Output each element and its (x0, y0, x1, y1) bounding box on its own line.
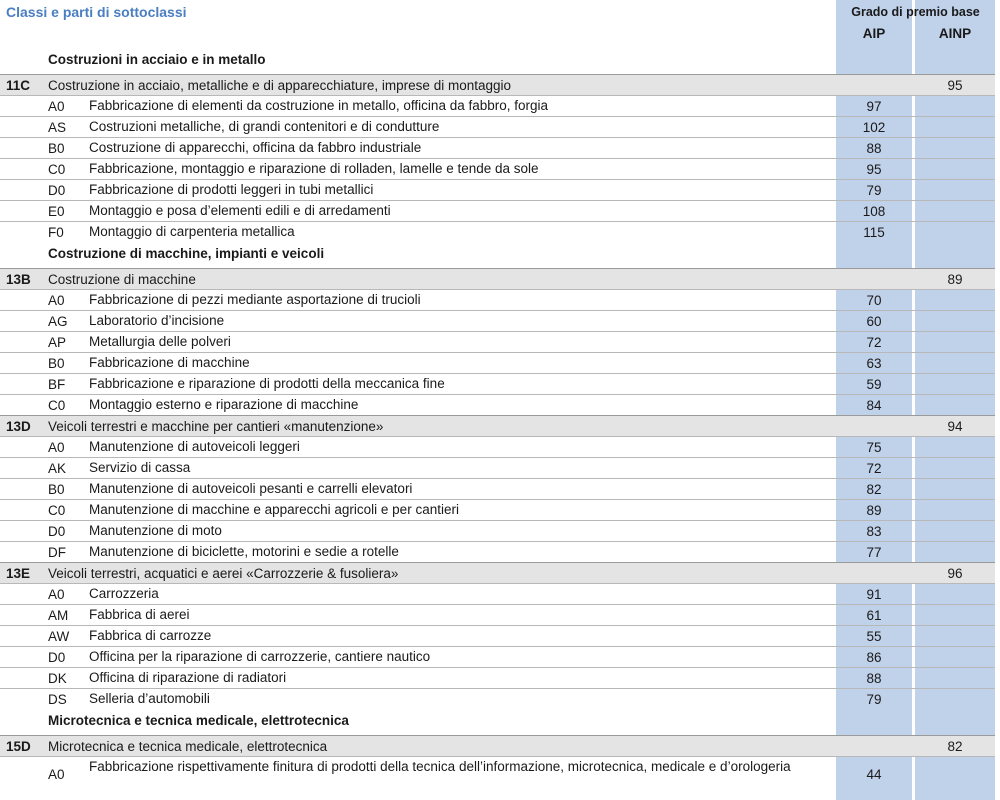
section-title: Costruzione di macchine, impianti e veicoli (48, 246, 325, 261)
class-aip-cell (836, 75, 912, 96)
aip-value: 77 (866, 545, 882, 560)
column-gutter (912, 222, 915, 243)
class-name: Costruzione di macchine (48, 272, 196, 287)
subclass-code: B0 (48, 482, 65, 497)
subclass-code: DK (48, 671, 67, 686)
subclass-row (0, 137, 995, 159)
subclass-row (0, 352, 995, 374)
subclass-code: DF (48, 545, 66, 560)
subclass-name: Fabbricazione di macchine (89, 355, 250, 370)
section-heading (0, 48, 995, 74)
subclass-code: A0 (48, 440, 65, 455)
aip-header: AIP (862, 26, 886, 41)
subclass-row (0, 646, 995, 668)
aip-value: 84 (866, 398, 882, 413)
subclass-row (0, 95, 995, 117)
section-heading (0, 242, 995, 268)
ainp-header: AINP (938, 26, 972, 41)
aip-value: 102 (862, 120, 886, 135)
subclass-row (0, 541, 995, 563)
subclass-name: Selleria d’automobili (89, 691, 210, 706)
column-gutter (912, 96, 915, 117)
class-row (0, 74, 995, 96)
subclass-name: Fabbricazione di prodotti leggeri in tubi metallici (89, 182, 374, 197)
column-gutter (912, 584, 915, 605)
aip-value: 75 (866, 440, 882, 455)
subclass-name: Fabbricazione di pezzi mediante asportazione di trucioli (89, 292, 421, 307)
section-title: Costruzioni in acciaio e in metallo (48, 52, 266, 67)
subclass-row (0, 583, 995, 605)
aip-value: 88 (866, 671, 882, 686)
subclass-name: Montaggio e posa d’elementi edili e di arredamenti (89, 203, 391, 218)
subclass-row (0, 373, 995, 395)
subclass-name: Manutenzione di moto (89, 523, 222, 538)
column-gutter (912, 757, 915, 791)
class-code: 13E (6, 566, 31, 581)
subclass-name: Laboratorio d’incisione (89, 313, 225, 328)
subclass-row (0, 331, 995, 353)
subclass-name: Fabbricazione e riparazione di prodotti della meccanica fine (89, 376, 445, 391)
subclass-code: AP (48, 335, 67, 350)
subclass-code: A0 (48, 587, 65, 602)
column-gutter (912, 542, 915, 563)
class-name: Veicoli terrestri e macchine per cantieri «manutenzione» (48, 419, 384, 434)
subclass-code: A0 (48, 99, 65, 114)
aip-value: 55 (866, 629, 882, 644)
subclass-code: AG (48, 314, 68, 329)
class-code: 13B (6, 272, 31, 287)
subclass-code: E0 (48, 204, 65, 219)
subclass-name: Costruzione di apparecchi, officina da fabbro industriale (89, 140, 422, 155)
class-aip-cell (836, 563, 912, 584)
aip-value: 91 (866, 587, 882, 602)
column-gutter (912, 332, 915, 353)
subclass-code: AK (48, 461, 67, 476)
class-name: Costruzione in acciaio, metalliche e di apparecchiature, imprese di montaggio (48, 78, 511, 93)
class-aip-cell (836, 416, 912, 437)
subclass-name: Costruzioni metalliche, di grandi contenitori e di condutture (89, 119, 440, 134)
aip-value: 95 (866, 162, 882, 177)
aip-value: 70 (866, 293, 882, 308)
column-gutter (912, 521, 915, 542)
subclass-row (0, 667, 995, 689)
subclass-code: C0 (48, 162, 66, 177)
subclass-code: A0 (48, 293, 65, 308)
subclass-code: D0 (48, 650, 66, 665)
subclass-code: AM (48, 608, 69, 623)
subclass-name: Servizio di cassa (89, 460, 191, 475)
subclass-row (0, 436, 995, 458)
subclass-code: D0 (48, 524, 66, 539)
subclass-code: AW (48, 629, 70, 644)
column-gutter (912, 626, 915, 647)
aip-value: 63 (866, 356, 882, 371)
subclass-row (0, 179, 995, 201)
column-gutter (912, 201, 915, 222)
column-gutter (912, 180, 915, 201)
column-gutter (912, 689, 915, 710)
subclass-name: Manutenzione di biciclette, motorini e sedie a rotelle (89, 544, 399, 559)
subclass-name: Manutenzione di autoveicoli pesanti e carrelli elevatori (89, 481, 413, 496)
aip-value: 86 (866, 650, 882, 665)
aip-value: 79 (866, 692, 882, 707)
column-gutter (912, 668, 915, 689)
subclass-name: Fabbrica di carrozze (89, 628, 212, 643)
class-ainp-value: 95 (915, 75, 995, 96)
class-code: 13D (6, 419, 31, 434)
subclass-name: Montaggio di carpenteria metallica (89, 224, 295, 239)
aip-value: 72 (866, 335, 882, 350)
table-title: Classi e parti di sottoclassi (6, 4, 187, 20)
aip-value: 79 (866, 183, 882, 198)
subclass-row (0, 478, 995, 500)
class-row (0, 268, 995, 290)
class-code: 11C (6, 78, 31, 93)
column-gutter (912, 500, 915, 521)
subclass-code: B0 (48, 356, 65, 371)
subclass-code: A0 (48, 767, 65, 782)
aip-value: 82 (866, 482, 882, 497)
aip-value: 88 (866, 141, 882, 156)
aip-value: 97 (866, 99, 882, 114)
column-gutter (912, 437, 915, 458)
subclass-name: Metallurgia delle polveri (89, 334, 231, 349)
class-ainp-value: 89 (915, 269, 995, 290)
subclass-code: D0 (48, 183, 66, 198)
subclass-row (0, 310, 995, 332)
class-name: Microtecnica e tecnica medicale, elettrotecnica (48, 739, 328, 754)
column-gutter (912, 311, 915, 332)
column-gutter (912, 458, 915, 479)
subclass-name: Fabbricazione rispettivamente finitura di prodotti della tecnica dell’informazione, microtecnica, medicale e d’orologeria (89, 759, 791, 774)
subclass-row (0, 604, 995, 626)
class-ainp-value: 82 (915, 736, 995, 757)
class-name: Veicoli terrestri, acquatici e aerei «Carrozzerie & fusoliera» (48, 566, 399, 581)
aip-value: 83 (866, 524, 882, 539)
section-title: Microtecnica e tecnica medicale, elettrotecnica (48, 713, 349, 728)
class-code: 15D (6, 739, 31, 754)
subclass-name: Fabbrica di aerei (89, 607, 190, 622)
class-aip-cell (836, 736, 912, 757)
subclass-name: Manutenzione di autoveicoli leggeri (89, 439, 300, 454)
aip-value: 108 (862, 204, 886, 219)
subclass-code: C0 (48, 398, 66, 413)
subclass-row (0, 394, 995, 416)
aip-value: 59 (866, 377, 882, 392)
subclass-name: Officina per la riparazione di carrozzerie, cantiere nautico (89, 649, 431, 664)
aip-value: 61 (866, 608, 882, 623)
subclass-name: Manutenzione di macchine e apparecchi agricoli e per cantieri (89, 502, 459, 517)
column-gutter (912, 117, 915, 138)
column-gutter (912, 159, 915, 180)
grado-header: Grado di premio base (851, 5, 980, 19)
subclass-code: AS (48, 120, 67, 135)
subclass-row (0, 499, 995, 521)
subclass-name: Montaggio esterno e riparazione di macchine (89, 397, 359, 412)
subclass-name: Fabbricazione di elementi da costruzione in metallo, officina da fabbro, forgia (89, 98, 549, 113)
column-gutter (912, 395, 915, 416)
class-ainp-value: 94 (915, 416, 995, 437)
subclass-row (0, 625, 995, 647)
subclass-row (0, 200, 995, 222)
column-gutter (912, 479, 915, 500)
subclass-row (0, 688, 995, 710)
aip-value: 60 (866, 314, 882, 329)
aip-value: 72 (866, 461, 882, 476)
subclass-row (0, 457, 995, 479)
subclass-code: B0 (48, 141, 65, 156)
subclass-row (0, 116, 995, 138)
aip-value: 44 (866, 767, 882, 782)
aip-value: 115 (863, 225, 885, 240)
subclass-code: DS (48, 692, 67, 707)
aip-value: 89 (866, 503, 882, 518)
class-ainp-value: 96 (915, 563, 995, 584)
subclass-row (0, 756, 995, 791)
class-row (0, 562, 995, 584)
column-gutter (912, 290, 915, 311)
subclass-row (0, 289, 995, 311)
column-gutter (912, 353, 915, 374)
column-gutter (912, 374, 915, 395)
subclass-row (0, 158, 995, 180)
subclass-name: Officina di riparazione di radiatori (89, 670, 287, 685)
subclass-row (0, 221, 995, 243)
subclass-code: BF (48, 377, 66, 392)
column-gutter (912, 138, 915, 159)
subclass-name: Carrozzeria (89, 586, 159, 601)
subclass-name: Fabbricazione, montaggio e riparazione di rolladen, lamelle e tende da sole (89, 161, 539, 176)
column-gutter (912, 605, 915, 626)
subclass-code: C0 (48, 503, 66, 518)
subclass-code: F0 (48, 225, 64, 240)
column-gutter (912, 647, 915, 668)
subclass-row (0, 520, 995, 542)
class-row (0, 415, 995, 437)
class-aip-cell (836, 269, 912, 290)
section-heading (0, 709, 995, 735)
class-row (0, 735, 995, 757)
